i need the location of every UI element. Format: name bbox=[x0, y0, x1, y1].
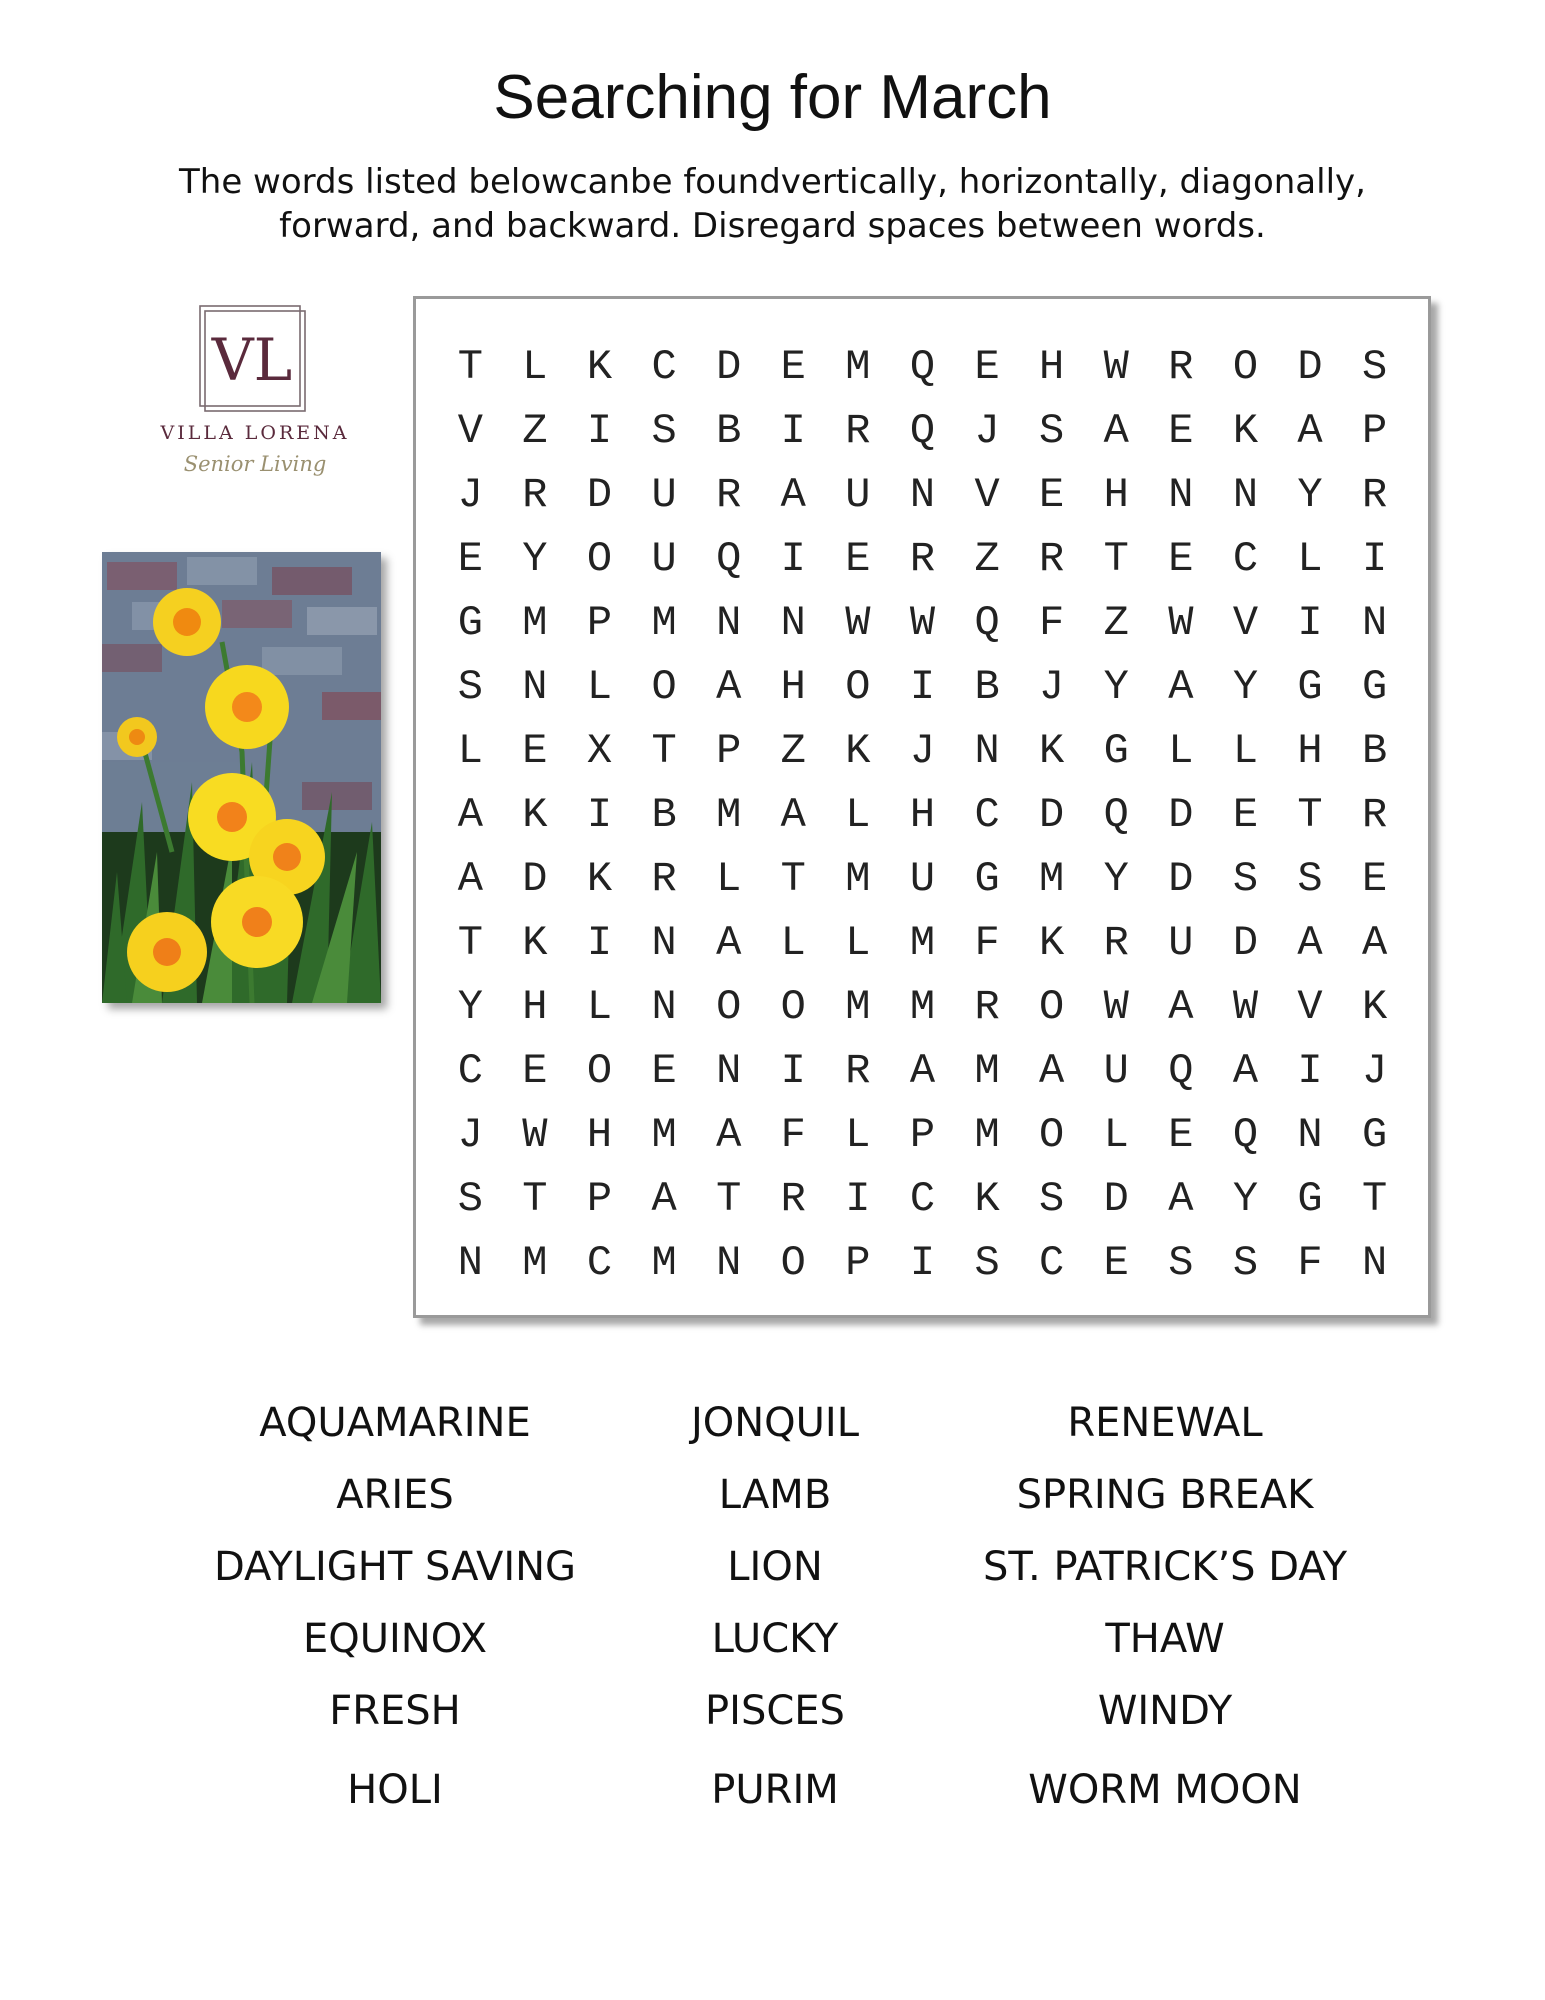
grid-cell[interactable]: L bbox=[780, 919, 806, 967]
word-list-item: THAW bbox=[1105, 1616, 1225, 1662]
grid-cell[interactable]: K bbox=[1362, 983, 1388, 1031]
grid-cell[interactable]: S bbox=[457, 663, 483, 711]
grid-cell[interactable]: A bbox=[1362, 919, 1388, 967]
grid-cell[interactable]: F bbox=[780, 1111, 806, 1159]
grid-cell[interactable]: F bbox=[974, 919, 1000, 967]
page-title: Searching for March bbox=[493, 63, 1052, 132]
grid-cell[interactable]: N bbox=[780, 599, 806, 647]
grid-cell[interactable]: Q bbox=[909, 407, 936, 455]
grid-cell[interactable]: D bbox=[1103, 1175, 1129, 1223]
grid-cell[interactable]: W bbox=[1103, 983, 1129, 1031]
grid-cell[interactable]: V bbox=[1232, 599, 1259, 647]
grid-cell[interactable]: U bbox=[845, 471, 871, 519]
grid-cell[interactable]: O bbox=[1039, 1111, 1065, 1159]
grid-cell[interactable]: I bbox=[780, 1047, 806, 1095]
grid-cell[interactable]: E bbox=[1103, 1239, 1129, 1287]
grid-cell[interactable]: A bbox=[1297, 919, 1323, 967]
grid-cell[interactable]: U bbox=[651, 471, 677, 519]
grid-cell[interactable]: P bbox=[586, 599, 613, 647]
grid-cell[interactable]: L bbox=[1297, 535, 1323, 583]
instructions bbox=[80, 160, 1465, 248]
grid-cell[interactable]: C bbox=[586, 1239, 613, 1287]
grid-cell[interactable]: K bbox=[586, 343, 613, 391]
grid-cell[interactable]: R bbox=[1362, 791, 1388, 839]
grid-cell[interactable]: R bbox=[974, 983, 1000, 1031]
grid-cell[interactable]: K bbox=[974, 1175, 1000, 1223]
letter-grid bbox=[438, 335, 1407, 1295]
grid-cell[interactable]: C bbox=[651, 343, 677, 391]
grid-cell[interactable]: U bbox=[651, 535, 677, 583]
grid-cell[interactable]: G bbox=[457, 599, 483, 647]
grid-cell[interactable]: K bbox=[522, 791, 548, 839]
grid-cell[interactable]: W bbox=[1232, 983, 1259, 1031]
grid-cell[interactable]: A bbox=[457, 791, 483, 839]
grid-cell[interactable]: R bbox=[780, 1175, 806, 1223]
word-list-item: EQUINOX bbox=[302, 1616, 488, 1662]
grid-cell[interactable]: N bbox=[1168, 471, 1194, 519]
grid-cell[interactable]: X bbox=[586, 727, 613, 775]
grid-cell[interactable]: M bbox=[974, 1047, 1000, 1095]
grid-cell[interactable]: I bbox=[1362, 535, 1388, 583]
grid-cell[interactable]: A bbox=[457, 855, 483, 903]
villa-lorena-logo bbox=[140, 300, 370, 500]
grid-cell[interactable]: A bbox=[1168, 663, 1194, 711]
grid-cell[interactable]: E bbox=[974, 343, 1000, 391]
logo-name: VILLA LORENA bbox=[160, 422, 350, 444]
word-list-item: ARIES bbox=[336, 1472, 454, 1518]
grid-cell[interactable]: T bbox=[780, 855, 806, 903]
grid-cell[interactable]: Z bbox=[522, 407, 548, 455]
word-list-item: SPRING BREAK bbox=[1016, 1472, 1314, 1518]
word-list-item: LAMB bbox=[718, 1472, 832, 1518]
grid-cell[interactable]: I bbox=[586, 791, 613, 839]
grid-cell[interactable]: C bbox=[1039, 1239, 1065, 1287]
word-list-item: ST. PATRICK’S DAY bbox=[982, 1544, 1348, 1590]
grid-cell[interactable]: L bbox=[1103, 1111, 1129, 1159]
grid-cell[interactable]: Y bbox=[1232, 663, 1259, 711]
grid-cell[interactable]: J bbox=[909, 727, 936, 775]
grid-cell[interactable]: I bbox=[845, 1175, 871, 1223]
grid-cell[interactable]: T bbox=[651, 727, 677, 775]
grid-cell[interactable]: I bbox=[586, 919, 613, 967]
grid-cell[interactable]: A bbox=[1297, 407, 1323, 455]
grid-cell[interactable]: C bbox=[974, 791, 1000, 839]
grid-cell[interactable]: A bbox=[716, 1111, 742, 1159]
grid-cell[interactable]: Y bbox=[522, 535, 548, 583]
grid-cell[interactable]: L bbox=[457, 727, 483, 775]
grid-cell[interactable]: M bbox=[522, 599, 548, 647]
grid-cell[interactable]: D bbox=[1168, 791, 1194, 839]
grid-cell[interactable]: M bbox=[651, 1239, 677, 1287]
grid-cell[interactable]: R bbox=[651, 855, 677, 903]
grid-cell[interactable]: T bbox=[522, 1175, 548, 1223]
grid-cell[interactable]: H bbox=[1039, 343, 1065, 391]
word-list-item: AQUAMARINE bbox=[259, 1400, 531, 1446]
grid-cell[interactable]: Q bbox=[1103, 791, 1129, 839]
grid-cell[interactable]: O bbox=[845, 663, 871, 711]
grid-cell[interactable]: M bbox=[845, 343, 871, 391]
grid-cell[interactable]: G bbox=[1362, 1111, 1388, 1159]
word-list-item: WORM MOON bbox=[1028, 1767, 1302, 1813]
grid-cell[interactable]: O bbox=[716, 983, 742, 1031]
grid-cell[interactable]: T bbox=[1297, 791, 1323, 839]
grid-cell[interactable]: F bbox=[1039, 599, 1065, 647]
word-list-item: RENEWAL bbox=[1067, 1400, 1263, 1446]
grid-cell[interactable]: K bbox=[586, 855, 613, 903]
grid-cell[interactable]: V bbox=[1297, 983, 1323, 1031]
grid-cell[interactable]: P bbox=[1362, 407, 1388, 455]
grid-cell[interactable]: B bbox=[716, 407, 742, 455]
grid-cell[interactable]: N bbox=[457, 1239, 483, 1287]
grid-cell[interactable]: L bbox=[845, 1111, 871, 1159]
grid-cell[interactable]: E bbox=[1362, 855, 1388, 903]
grid-cell[interactable]: E bbox=[780, 343, 806, 391]
grid-cell[interactable]: S bbox=[1039, 1175, 1065, 1223]
grid-cell[interactable]: M bbox=[1039, 855, 1065, 903]
grid-cell[interactable]: C bbox=[909, 1175, 936, 1223]
grid-cell[interactable]: A bbox=[651, 1175, 677, 1223]
grid-cell[interactable]: I bbox=[1297, 599, 1323, 647]
word-list-item: PISCES bbox=[705, 1688, 845, 1734]
grid-cell[interactable]: Y bbox=[1232, 1175, 1259, 1223]
daffodil-photo bbox=[102, 552, 381, 1003]
word-list-item: DAYLIGHT SAVING bbox=[213, 1544, 577, 1590]
grid-cell[interactable]: M bbox=[522, 1239, 548, 1287]
grid-cell[interactable]: I bbox=[780, 535, 806, 583]
grid-cell[interactable]: H bbox=[1297, 727, 1323, 775]
grid-cell[interactable]: J bbox=[457, 1111, 483, 1159]
grid-cell[interactable]: G bbox=[1297, 663, 1323, 711]
grid-cell[interactable]: M bbox=[716, 791, 742, 839]
grid-cell[interactable]: I bbox=[909, 1239, 936, 1287]
word-list-item: WINDY bbox=[1097, 1688, 1233, 1734]
grid-cell[interactable]: P bbox=[909, 1111, 936, 1159]
grid-cell[interactable]: D bbox=[586, 471, 613, 519]
grid-cell[interactable]: N bbox=[716, 1047, 742, 1095]
grid-cell[interactable]: I bbox=[1297, 1047, 1323, 1095]
word-list-item: HOLI bbox=[347, 1767, 443, 1813]
grid-cell[interactable]: R bbox=[845, 407, 871, 455]
grid-cell[interactable]: A bbox=[1168, 983, 1194, 1031]
grid-cell[interactable]: L bbox=[716, 855, 742, 903]
grid-cell[interactable]: K bbox=[1039, 727, 1065, 775]
monogram-logo-icon bbox=[198, 304, 306, 412]
grid-cell[interactable]: M bbox=[651, 1111, 677, 1159]
grid-cell[interactable]: W bbox=[1103, 343, 1129, 391]
grid-cell[interactable]: I bbox=[909, 663, 936, 711]
grid-cell[interactable]: N bbox=[716, 1239, 742, 1287]
grid-cell[interactable]: D bbox=[1297, 343, 1323, 391]
grid-cell[interactable]: V bbox=[457, 407, 483, 455]
grid-cell[interactable]: Y bbox=[1103, 663, 1129, 711]
grid-cell[interactable]: U bbox=[1168, 919, 1194, 967]
grid-cell[interactable]: M bbox=[909, 919, 936, 967]
grid-cell[interactable]: R bbox=[1168, 343, 1194, 391]
grid-cell[interactable]: C bbox=[457, 1047, 483, 1095]
grid-cell[interactable]: L bbox=[1232, 727, 1259, 775]
grid-cell[interactable]: A bbox=[1232, 1047, 1259, 1095]
grid-cell[interactable]: U bbox=[909, 855, 936, 903]
grid-cell[interactable]: T bbox=[1103, 535, 1129, 583]
grid-cell[interactable]: A bbox=[1103, 407, 1129, 455]
grid-cell[interactable]: M bbox=[909, 983, 936, 1031]
grid-cell[interactable]: O bbox=[586, 1047, 613, 1095]
grid-cell[interactable]: N bbox=[1362, 1239, 1388, 1287]
grid-cell[interactable]: S bbox=[651, 407, 677, 455]
grid-cell[interactable]: N bbox=[522, 663, 548, 711]
grid-cell[interactable]: N bbox=[1297, 1111, 1323, 1159]
grid-cell[interactable]: Z bbox=[780, 727, 806, 775]
grid-cell[interactable]: E bbox=[1168, 535, 1194, 583]
grid-cell[interactable]: S bbox=[1297, 855, 1323, 903]
grid-cell[interactable]: E bbox=[1039, 471, 1065, 519]
grid-cell[interactable]: P bbox=[586, 1175, 613, 1223]
grid-cell[interactable]: Q bbox=[909, 343, 936, 391]
grid-cell[interactable]: N bbox=[651, 983, 677, 1031]
grid-cell[interactable]: L bbox=[845, 919, 871, 967]
grid-cell[interactable]: O bbox=[780, 983, 806, 1031]
grid-cell[interactable]: E bbox=[1168, 407, 1194, 455]
grid-cell[interactable]: S bbox=[974, 1239, 1000, 1287]
grid-cell[interactable]: B bbox=[1362, 727, 1388, 775]
grid-cell[interactable]: R bbox=[909, 535, 936, 583]
grid-cell[interactable]: K bbox=[1232, 407, 1259, 455]
grid-cell[interactable]: E bbox=[845, 535, 871, 583]
grid-cell[interactable]: R bbox=[716, 471, 742, 519]
grid-cell[interactable]: J bbox=[457, 471, 483, 519]
grid-cell[interactable]: V bbox=[974, 471, 1000, 519]
grid-cell[interactable]: G bbox=[1297, 1175, 1323, 1223]
grid-cell[interactable]: T bbox=[457, 919, 483, 967]
instructions-line-1: The words listed belowcanbe foundvertically, horizontally, diagonally, bbox=[179, 162, 1366, 202]
grid-cell[interactable]: P bbox=[845, 1239, 871, 1287]
grid-cell[interactable]: E bbox=[457, 535, 483, 583]
grid-cell[interactable]: Q bbox=[1232, 1111, 1259, 1159]
grid-cell[interactable]: E bbox=[1168, 1111, 1194, 1159]
grid-cell[interactable]: R bbox=[1039, 535, 1065, 583]
grid-cell[interactable]: N bbox=[1232, 471, 1259, 519]
grid-cell[interactable]: S bbox=[1039, 407, 1065, 455]
grid-cell[interactable]: Q bbox=[974, 599, 1000, 647]
grid-cell[interactable]: O bbox=[586, 535, 613, 583]
grid-cell[interactable]: S bbox=[1232, 855, 1259, 903]
grid-cell[interactable]: F bbox=[1297, 1239, 1323, 1287]
grid-cell[interactable]: R bbox=[1103, 919, 1129, 967]
grid-cell[interactable]: K bbox=[522, 919, 548, 967]
grid-cell[interactable]: S bbox=[1362, 343, 1388, 391]
grid-cell[interactable]: P bbox=[716, 727, 742, 775]
grid-cell[interactable]: Q bbox=[1168, 1047, 1194, 1095]
grid-cell[interactable]: G bbox=[1103, 727, 1129, 775]
grid-cell[interactable]: R bbox=[522, 471, 548, 519]
grid-cell[interactable]: N bbox=[974, 727, 1000, 775]
grid-cell[interactable]: K bbox=[845, 727, 871, 775]
word-search-grid bbox=[413, 296, 1431, 1318]
grid-cell[interactable]: H bbox=[1103, 471, 1129, 519]
grid-cell[interactable]: H bbox=[780, 663, 806, 711]
grid-cell[interactable]: W bbox=[522, 1111, 548, 1159]
grid-cell[interactable]: W bbox=[1168, 599, 1194, 647]
grid-cell[interactable]: G bbox=[1362, 663, 1388, 711]
grid-cell[interactable]: D bbox=[1232, 919, 1259, 967]
grid-cell[interactable]: M bbox=[974, 1111, 1000, 1159]
grid-cell[interactable]: B bbox=[974, 663, 1000, 711]
grid-cell[interactable]: N bbox=[651, 919, 677, 967]
grid-cell[interactable]: J bbox=[1039, 663, 1065, 711]
grid-cell[interactable]: L bbox=[586, 663, 613, 711]
grid-cell[interactable]: T bbox=[1362, 1175, 1388, 1223]
grid-cell[interactable]: K bbox=[1039, 919, 1065, 967]
grid-cell[interactable]: L bbox=[845, 791, 871, 839]
grid-cell[interactable]: O bbox=[1232, 343, 1259, 391]
daffodil-image-icon bbox=[102, 552, 381, 1003]
grid-cell[interactable]: A bbox=[1039, 1047, 1065, 1095]
grid-cell[interactable]: H bbox=[586, 1111, 613, 1159]
grid-cell[interactable]: N bbox=[1362, 599, 1388, 647]
grid-cell[interactable]: Z bbox=[974, 535, 1000, 583]
grid-cell[interactable]: Y bbox=[1297, 471, 1323, 519]
grid-cell[interactable]: D bbox=[1039, 791, 1065, 839]
grid-cell[interactable]: M bbox=[845, 983, 871, 1031]
word-list-item: PURIM bbox=[711, 1767, 839, 1813]
grid-cell[interactable]: O bbox=[1039, 983, 1065, 1031]
grid-cell[interactable]: Z bbox=[1103, 599, 1129, 647]
grid-cell[interactable]: B bbox=[651, 791, 677, 839]
grid-cell[interactable]: E bbox=[522, 727, 548, 775]
grid-cell[interactable]: H bbox=[909, 791, 936, 839]
grid-cell[interactable]: G bbox=[974, 855, 1000, 903]
grid-cell[interactable]: J bbox=[974, 407, 1000, 455]
grid-cell[interactable]: L bbox=[586, 983, 613, 1031]
grid-cell[interactable]: R bbox=[845, 1047, 871, 1095]
word-list-item: LION bbox=[727, 1544, 823, 1590]
grid-cell[interactable]: A bbox=[780, 471, 806, 519]
word-list bbox=[0, 1395, 1545, 1845]
grid-cell[interactable]: W bbox=[845, 599, 871, 647]
grid-cell[interactable]: T bbox=[457, 343, 483, 391]
grid-cell[interactable]: T bbox=[716, 1175, 742, 1223]
grid-cell[interactable]: D bbox=[522, 855, 548, 903]
grid-cell[interactable]: L bbox=[1168, 727, 1194, 775]
grid-cell[interactable]: E bbox=[651, 1047, 677, 1095]
grid-cell[interactable]: D bbox=[1168, 855, 1194, 903]
grid-cell[interactable]: I bbox=[586, 407, 613, 455]
grid-cell[interactable]: O bbox=[780, 1239, 806, 1287]
grid-cell[interactable]: I bbox=[780, 407, 806, 455]
grid-cell[interactable]: N bbox=[716, 599, 742, 647]
word-list-item: LUCKY bbox=[711, 1616, 839, 1662]
grid-cell[interactable]: Y bbox=[1103, 855, 1129, 903]
grid-cell[interactable]: O bbox=[651, 663, 677, 711]
word-list-item: JONQUIL bbox=[690, 1400, 860, 1446]
grid-cell[interactable]: E bbox=[522, 1047, 548, 1095]
grid-cell[interactable]: M bbox=[845, 855, 871, 903]
logo-tagline: Senior Living bbox=[183, 452, 327, 476]
grid-cell[interactable]: S bbox=[1232, 1239, 1259, 1287]
instructions-line-2: forward, and backward. Disregard spaces between words. bbox=[279, 206, 1266, 246]
grid-cell[interactable]: A bbox=[780, 791, 806, 839]
grid-cell[interactable]: E bbox=[1232, 791, 1259, 839]
grid-cell[interactable]: Y bbox=[457, 983, 483, 1031]
grid-cell[interactable]: A bbox=[716, 663, 742, 711]
grid-cell[interactable]: A bbox=[716, 919, 742, 967]
grid-cell[interactable]: W bbox=[909, 599, 936, 647]
grid-cell[interactable]: M bbox=[651, 599, 677, 647]
grid-cell[interactable]: R bbox=[1362, 471, 1388, 519]
monogram-text: VL bbox=[211, 326, 293, 394]
grid-cell[interactable]: L bbox=[522, 343, 548, 391]
grid-cell[interactable]: J bbox=[1362, 1047, 1388, 1095]
grid-cell[interactable]: U bbox=[1103, 1047, 1129, 1095]
grid-cell[interactable]: C bbox=[1232, 535, 1259, 583]
grid-cell[interactable]: H bbox=[522, 983, 548, 1031]
grid-cell[interactable]: A bbox=[1168, 1175, 1194, 1223]
grid-cell[interactable]: S bbox=[1168, 1239, 1194, 1287]
word-list-item: FRESH bbox=[329, 1688, 461, 1734]
grid-cell[interactable]: N bbox=[909, 471, 936, 519]
grid-cell[interactable]: Q bbox=[716, 535, 742, 583]
grid-cell[interactable]: D bbox=[716, 343, 742, 391]
grid-cell[interactable]: A bbox=[909, 1047, 936, 1095]
grid-cell[interactable]: S bbox=[457, 1175, 483, 1223]
